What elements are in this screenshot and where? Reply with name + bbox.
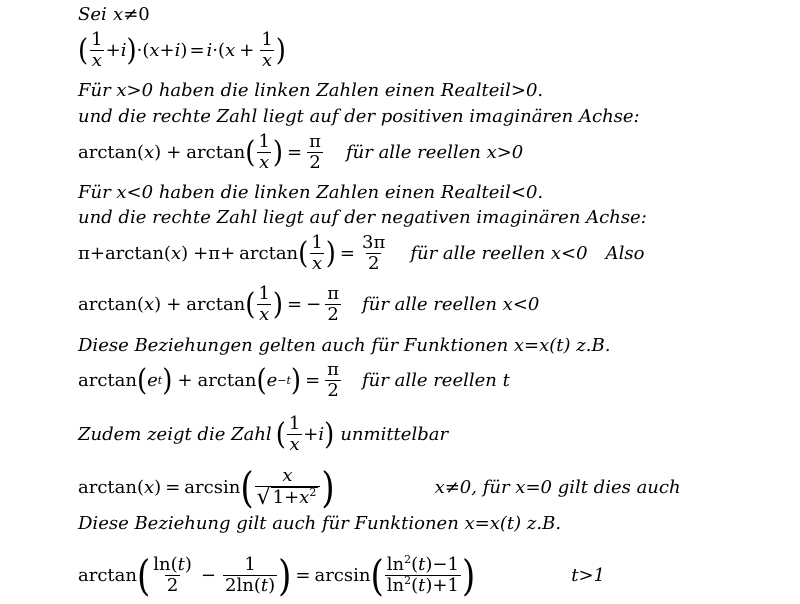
func-arctan: arctan [186, 293, 246, 315]
line-4: und die rechte Zahl liegt auf der positiven imaginären Achse: [78, 106, 640, 127]
line-7: und die rechte Zahl liegt auf der negativen imaginären Achse: [78, 207, 647, 228]
plus-sign: + [105, 39, 121, 61]
fraction-pi-over-2: $\frac{\pi}{2}$ [309, 131, 321, 173]
left-paren: ( [218, 39, 226, 61]
func-arctan: arctan [239, 242, 299, 264]
fraction-1-over-x: $\frac{1}{x}$ [91, 29, 103, 71]
line-2 [78, 30, 286, 71]
var-i: i [174, 39, 181, 61]
var-i: i [120, 39, 127, 61]
left-paren: ( [78, 33, 89, 68]
line-11: arctan ( e t ) + arctan ( e −t ) = $\frac{\pi}{2}$ für alle reellen t [78, 359, 510, 401]
fraction-1-over-x: $\frac{1}{x}$ [261, 29, 273, 71]
line-6: Für x<0 haben die linken Zahlen einen Realteil<0. [78, 182, 544, 203]
line-10: Diese Beziehungen gelten auch für Funktionen x=x(t) z.B. [78, 335, 611, 356]
condition-text: für alle reellen t [362, 369, 510, 391]
dot-operator: · [136, 39, 143, 61]
left-paren: ( [142, 39, 150, 61]
equals-sign: = [287, 141, 303, 163]
func-arctan: arctan [78, 476, 137, 498]
line-5: arctan ( x ) + arctan ( $\frac{1}{x}$ ) = $\frac{\pi}{2}$ für alle reellen x>0 [78, 131, 524, 173]
fraction-1-over-x: $\frac{1}{x}$ [288, 413, 301, 455]
line-9: arctan ( x ) + arctan ( $\frac{1}{x}$ ) = − $\frac{\pi}{2}$ für alle reellen x<0 [78, 283, 540, 325]
condition-text: x≠0, für x=0 gilt dies auch [434, 476, 681, 498]
fraction-ln-t-over-2: $\frac{\ln(t)}{2}$ [153, 554, 192, 596]
right-paren: ) [180, 39, 188, 61]
fraction-pi-over-2: $\frac{\pi}{2}$ [327, 359, 339, 401]
var-x: x [149, 39, 160, 61]
line-12: Zudem zeigt die Zahl ( $\frac{1}{x}$ + i ) unmittelbar [78, 413, 449, 455]
pi: π [78, 242, 90, 264]
fraction-1-over-2ln-t: $\frac{1}{2\ln(t)}$ [225, 554, 276, 596]
equals-sign: = [189, 39, 205, 61]
line-15: arctan ( $\frac{\ln(t)}{2}$ − $\frac{1}{2\ln(t)}$ ) = arcsin ( $\frac{\ln^2(t)-1}{\ln^2(t)+1}$ ) t>1 [78, 550, 605, 601]
plus-sign: + [159, 39, 175, 61]
func-arctan: arctan [197, 369, 257, 391]
var-i: i [206, 39, 213, 61]
var-x: x [113, 4, 124, 25]
line-13: arctan ( x ) = arcsin ( x √ $1+x^2$ ) x≠0, für x=0 gilt dies auch [78, 462, 681, 513]
line-14: Diese Beziehung gilt auch für Funktionen x=x(t) z.B. [78, 513, 562, 534]
fraction-pi-over-2: $\frac{\pi}{2}$ [327, 283, 340, 325]
fraction-x-over-sqrt: x √ $1+x^2$ [255, 466, 321, 509]
fraction-ln2-ratio: $\frac{\ln^2(t)-1}{\ln^2(t)+1}$ [386, 553, 459, 596]
func-arctan: arctan [78, 293, 137, 315]
func-arctan: arctan [78, 369, 137, 391]
dot-operator: · [212, 39, 219, 61]
fraction-1-over-x: $\frac{1}{x}$ [258, 131, 270, 173]
line-8: π + arctan ( x ) + π + arctan ( $\frac{1}{x}$ ) = $\frac{3\pi}{2}$ für alle reellen x<0 Also [78, 232, 645, 274]
condition-text: für alle reellen x<0 [410, 242, 588, 264]
plus-sign: + [239, 39, 255, 61]
right-paren: ) [275, 33, 286, 68]
plus-sign: + [166, 141, 182, 163]
condition-text: t>1 [571, 564, 605, 586]
func-arcsin: arcsin [184, 476, 241, 498]
zero: 0 [138, 4, 150, 25]
func-arctan: arctan [78, 141, 137, 163]
line-3: Für x>0 haben die linken Zahlen einen Realteil>0. [78, 80, 544, 101]
fraction-1-over-x: $\frac{1}{x}$ [258, 283, 270, 325]
func-arctan: arctan [104, 242, 164, 264]
condition-text: für alle reellen x>0 [345, 141, 524, 163]
word-also: Also [605, 242, 645, 264]
right-paren: ) [126, 33, 137, 68]
condition-text: für alle reellen x<0 [362, 293, 540, 315]
func-arctan: arctan [78, 564, 137, 586]
var-x: x [144, 141, 155, 163]
sqrt-symbol: √ $1+x^2$ [256, 485, 317, 510]
fraction-3pi-over-2: $\frac{3\pi}{2}$ [362, 232, 386, 274]
neq-sign: ≠ [123, 4, 139, 25]
fraction-1-over-x: $\frac{1}{x}$ [311, 232, 323, 274]
word-sei: Sei [78, 4, 107, 25]
func-arcsin: arcsin [314, 564, 371, 586]
line-1 [78, 4, 150, 26]
func-arctan: arctan [186, 141, 246, 163]
var-x: x [225, 39, 236, 61]
